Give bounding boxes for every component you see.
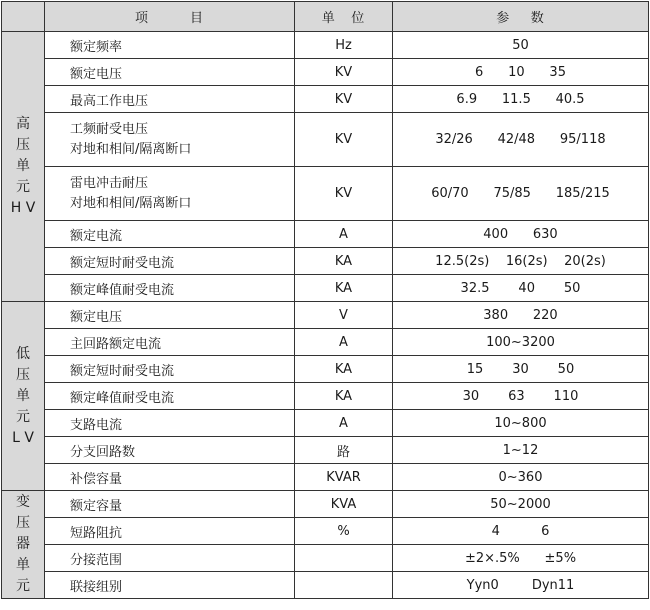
param-cell: 10~800 bbox=[393, 410, 649, 437]
item-cell bbox=[45, 491, 295, 518]
item-label: 额定容量 bbox=[70, 498, 123, 514]
item-label: 最高工作电压 bbox=[70, 93, 149, 109]
section-label-char: 压 bbox=[16, 515, 30, 531]
table-row bbox=[2, 248, 649, 275]
param-cell: 50~2000 bbox=[393, 491, 649, 518]
unit-cell: A bbox=[295, 221, 393, 248]
section-label-char: 单 bbox=[16, 158, 30, 174]
item-label: 分接范围 bbox=[70, 552, 123, 568]
table-row bbox=[2, 383, 649, 410]
section-label-char: 变 bbox=[16, 494, 30, 510]
item-label: 支路电流 bbox=[70, 417, 123, 433]
unit-cell bbox=[295, 572, 393, 599]
param-cell: 1~12 bbox=[393, 437, 649, 464]
section-label-char: H V bbox=[10, 200, 36, 216]
item-cell bbox=[45, 572, 295, 599]
table-row bbox=[2, 32, 649, 59]
item-cell bbox=[45, 356, 295, 383]
item-label: 短路阻抗 bbox=[70, 525, 123, 541]
unit-cell: Hz bbox=[295, 32, 393, 59]
table-row bbox=[2, 86, 649, 113]
item-label: 分支回路数 bbox=[70, 444, 136, 460]
item-cell bbox=[45, 545, 295, 572]
header-corner bbox=[2, 2, 45, 32]
header-item: 项 目 bbox=[45, 2, 295, 32]
table-row bbox=[2, 221, 649, 248]
section-label-char: 压 bbox=[16, 366, 30, 383]
section-label-char: 单 bbox=[16, 387, 30, 404]
table-row bbox=[2, 113, 649, 167]
table-row bbox=[2, 518, 649, 545]
item-cell bbox=[45, 383, 295, 410]
param-cell: 15 30 50 bbox=[393, 356, 649, 383]
item-label: 雷电冲击耐压 bbox=[70, 175, 149, 191]
section-label-char: 单 bbox=[16, 557, 30, 573]
item-cell bbox=[45, 113, 295, 167]
section-label-char: 器 bbox=[16, 536, 30, 552]
unit-cell: KV bbox=[295, 86, 393, 113]
item-label: 补偿容量 bbox=[70, 471, 123, 487]
unit-cell: 路 bbox=[295, 437, 393, 464]
unit-cell: KVA bbox=[295, 491, 393, 518]
item-cell bbox=[45, 302, 295, 329]
table-row bbox=[2, 167, 649, 221]
item-label: 额定峰值耐受电流 bbox=[70, 282, 175, 298]
table-body bbox=[2, 32, 649, 599]
param-cell: 4 6 bbox=[393, 518, 649, 545]
item-cell bbox=[45, 32, 295, 59]
item-label: 联接组别 bbox=[70, 579, 123, 595]
unit-cell bbox=[295, 545, 393, 572]
item-label: 工频耐受电压 bbox=[70, 121, 149, 137]
unit-cell: KVAR bbox=[295, 464, 393, 491]
item-label: 额定峰值耐受电流 bbox=[70, 390, 175, 406]
param-cell: Yyn0 Dyn11 bbox=[393, 572, 649, 599]
section-label-char: 元 bbox=[16, 179, 30, 195]
header-param: 参 数 bbox=[393, 2, 649, 32]
param-cell: 50 bbox=[393, 32, 649, 59]
item-cell bbox=[45, 248, 295, 275]
item-label: 额定短时耐受电流 bbox=[70, 255, 175, 271]
section-label-char: L V bbox=[12, 429, 34, 446]
param-cell: 12.5(2s) 16(2s) 20(2s) bbox=[393, 248, 649, 275]
section-label-char: 低 bbox=[16, 345, 30, 362]
unit-cell: KA bbox=[295, 248, 393, 275]
param-cell: 30 63 110 bbox=[393, 383, 649, 410]
param-cell: 400 630 bbox=[393, 221, 649, 248]
table-row bbox=[2, 464, 649, 491]
table-row bbox=[2, 491, 649, 518]
unit-cell: KV bbox=[295, 113, 393, 167]
table-row bbox=[2, 545, 649, 572]
table-row bbox=[2, 59, 649, 86]
param-cell: 60/70 75/85 185/215 bbox=[393, 167, 649, 221]
item-label: 额定电压 bbox=[70, 66, 123, 82]
table-row bbox=[2, 302, 649, 329]
param-cell: 6.9 11.5 40.5 bbox=[393, 86, 649, 113]
item-label: 额定电流 bbox=[70, 228, 123, 244]
item-cell bbox=[45, 410, 295, 437]
item-label: 主回路额定电流 bbox=[70, 336, 162, 352]
unit-cell: KA bbox=[295, 383, 393, 410]
item-label: 对地和相间/隔离断口 bbox=[70, 141, 192, 157]
item-cell bbox=[45, 518, 295, 545]
item-label: 额定电压 bbox=[70, 309, 123, 325]
item-cell bbox=[45, 275, 295, 302]
table-row bbox=[2, 356, 649, 383]
item-cell bbox=[45, 59, 295, 86]
section-label bbox=[2, 32, 45, 302]
table-row bbox=[2, 275, 649, 302]
param-cell: 32/26 42/48 95/118 bbox=[393, 113, 649, 167]
item-cell bbox=[45, 167, 295, 221]
unit-cell: A bbox=[295, 410, 393, 437]
unit-cell: KA bbox=[295, 275, 393, 302]
item-cell bbox=[45, 464, 295, 491]
param-cell: ±2×.5% ±5% bbox=[393, 545, 649, 572]
item-cell bbox=[45, 329, 295, 356]
section-label bbox=[2, 302, 45, 491]
unit-cell: KV bbox=[295, 167, 393, 221]
param-cell: 6 10 35 bbox=[393, 59, 649, 86]
header-unit: 单 位 bbox=[295, 2, 393, 32]
table-row bbox=[2, 437, 649, 464]
spec-table bbox=[1, 1, 649, 599]
section-label-char: 元 bbox=[16, 578, 30, 594]
section-label-char: 高 bbox=[16, 116, 30, 132]
unit-cell: A bbox=[295, 329, 393, 356]
item-label: 额定频率 bbox=[70, 39, 123, 55]
param-cell: 0~360 bbox=[393, 464, 649, 491]
unit-cell: KA bbox=[295, 356, 393, 383]
item-cell bbox=[45, 437, 295, 464]
item-cell bbox=[45, 86, 295, 113]
item-label: 对地和相间/隔离断口 bbox=[70, 195, 192, 211]
item-cell bbox=[45, 221, 295, 248]
table-row bbox=[2, 572, 649, 599]
section-label-char: 压 bbox=[16, 137, 30, 153]
table-row bbox=[2, 329, 649, 356]
table-row bbox=[2, 410, 649, 437]
unit-cell: V bbox=[295, 302, 393, 329]
param-cell: 100~3200 bbox=[393, 329, 649, 356]
unit-cell: KV bbox=[295, 59, 393, 86]
section-label bbox=[2, 491, 45, 599]
param-cell: 32.5 40 50 bbox=[393, 275, 649, 302]
unit-cell: % bbox=[295, 518, 393, 545]
item-label: 额定短时耐受电流 bbox=[70, 363, 175, 379]
section-label-char: 元 bbox=[16, 408, 30, 425]
param-cell: 380 220 bbox=[393, 302, 649, 329]
